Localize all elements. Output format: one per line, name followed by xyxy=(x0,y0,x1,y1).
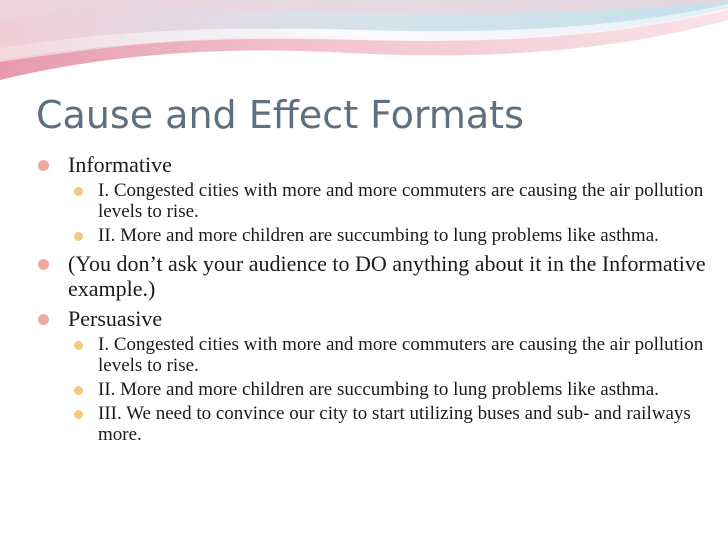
sub-list-item xyxy=(68,180,706,222)
sub-list-item-text: I. Congested cities with more and more commuters are causing the air pollution levels to rise. xyxy=(98,334,704,376)
list-item-text: Persuasive xyxy=(68,306,163,331)
list-item-text: (You don’t ask your audience to DO anything about it in the Informative example.) xyxy=(68,251,706,301)
list-item xyxy=(36,306,706,445)
sub-list-item xyxy=(68,403,706,445)
sub-list-item xyxy=(68,379,706,400)
decorative-wave-banner xyxy=(0,0,728,90)
sub-list-item xyxy=(68,334,706,376)
list-item-text: Informative xyxy=(68,152,172,177)
sub-bullet-icon xyxy=(74,410,83,419)
sub-bullet-list xyxy=(68,180,706,246)
sub-bullet-list xyxy=(68,334,706,445)
sub-list-item-text: II. More and more children are succumbing to lung problems like asthma. xyxy=(98,379,659,400)
sub-list-item-text: II. More and more children are succumbing to lung problems like asthma. xyxy=(98,225,659,246)
sub-bullet-icon xyxy=(74,187,83,196)
slide-title: Cause and Effect Formats xyxy=(36,93,524,137)
sub-list-item xyxy=(68,225,706,246)
sub-bullet-icon xyxy=(74,386,83,395)
bullet-icon xyxy=(38,160,49,171)
list-item xyxy=(36,251,706,301)
bullet-icon xyxy=(38,259,49,270)
bullet-list xyxy=(36,152,706,445)
slide-content xyxy=(36,148,706,445)
sub-list-item-text: III. We need to convince our city to start utilizing buses and sub- and railways more. xyxy=(98,403,691,445)
list-item xyxy=(36,152,706,246)
sub-bullet-icon xyxy=(74,232,83,241)
bullet-icon xyxy=(38,314,49,325)
sub-bullet-icon xyxy=(74,341,83,350)
sub-list-item-text: I. Congested cities with more and more commuters are causing the air pollution levels to rise. xyxy=(98,180,704,222)
